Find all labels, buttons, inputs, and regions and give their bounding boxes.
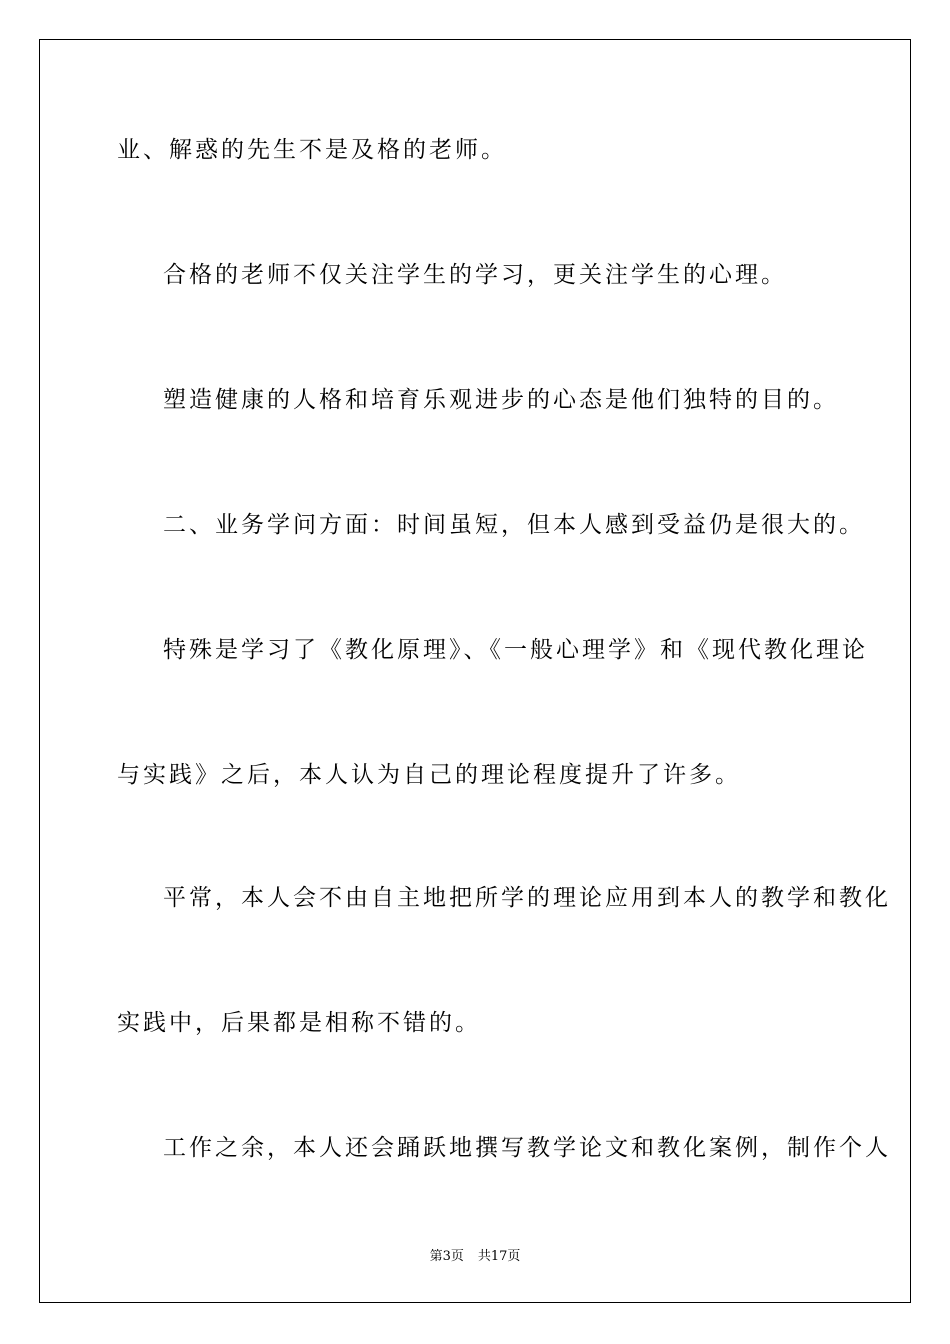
text-line-2: 合格的老师不仅关注学生的学习，更关注学生的心理。 bbox=[163, 262, 787, 288]
text-line-6: 与实践》之后，本人认为自己的理论程度提升了许多。 bbox=[117, 762, 741, 788]
page-footer bbox=[0, 1248, 950, 1266]
text-line-9: 工作之余，本人还会踊跃地撰写教学论文和教化案例，制作个人 bbox=[163, 1135, 891, 1161]
text-line-4: 二、业务学问方面：时间虽短，但本人感到受益仍是很大的。 bbox=[163, 512, 865, 538]
text-line-7: 平常，本人会不由自主地把所学的理论应用到本人的教学和教化 bbox=[163, 885, 891, 911]
page-border bbox=[39, 39, 911, 1303]
text-line-1: 业、解惑的先生不是及格的老师。 bbox=[117, 137, 507, 163]
text-line-3: 塑造健康的人格和培育乐观进步的心态是他们独特的目的。 bbox=[163, 387, 839, 413]
text-line-8: 实践中，后果都是相称不错的。 bbox=[117, 1010, 481, 1036]
total-pages: 共17页 bbox=[477, 1249, 521, 1264]
text-line-5: 特殊是学习了《教化原理》、《一般心理学》和《现代教化理论 bbox=[163, 637, 868, 663]
page-number: 第3页 bbox=[429, 1249, 464, 1264]
